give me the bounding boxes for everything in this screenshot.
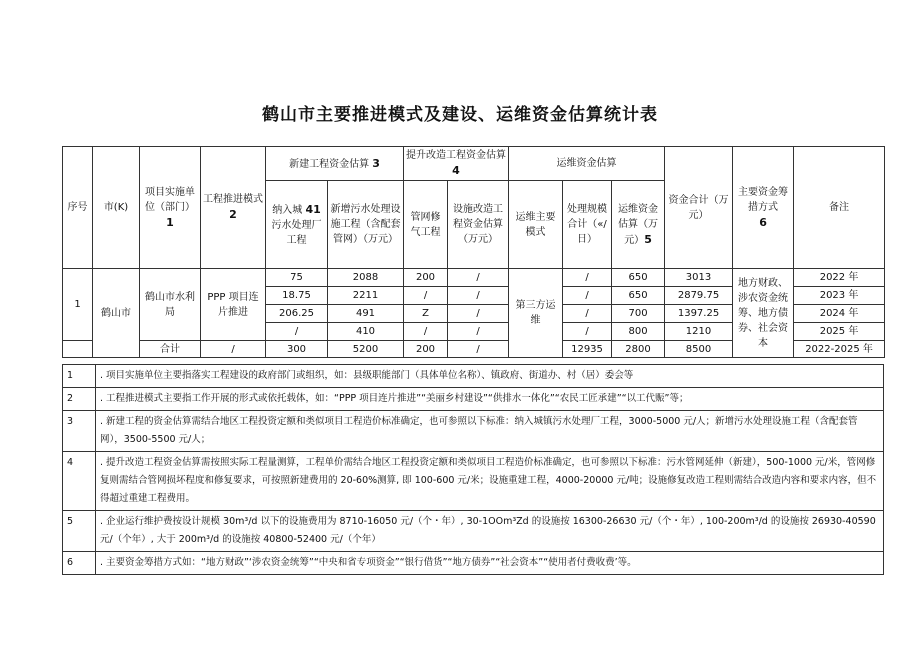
note-num: 5 — [63, 511, 96, 552]
note-row — [63, 552, 884, 575]
cell: 200 — [404, 341, 448, 358]
cell: 800 — [612, 323, 665, 341]
cell: 206.25 — [266, 305, 328, 323]
cell-ops-mode: 第三方运维 — [509, 269, 563, 358]
note-text: . 项目实施单位主要指落实工程建设的政府部门或组织，如：县级职能部门（具体单位名称）、镇政府、街道办、村（居）委会等 — [96, 365, 884, 388]
cell-unit: 鹤山市水利局 — [140, 269, 201, 341]
note-row — [63, 388, 884, 411]
cell-funding: 地方财政、涉农资金统筹、地方债券、社会资本 — [733, 269, 794, 358]
note-num: 2 — [63, 388, 96, 411]
cell: 410 — [328, 323, 404, 341]
note-text: . 新建工程的资金估算需结合地区工程投资定额和类似项目工程造价标准确定，也可参照以下标准：纳入城镇污水处理厂工程，3000-5000 元/人；新增污水处理设施工程（含配套管网），3500-5500 元/人； — [96, 411, 884, 452]
cell: / — [201, 341, 266, 358]
cell: / — [448, 341, 509, 358]
cell: / — [448, 323, 509, 341]
cell: 300 — [266, 341, 328, 358]
cell: 650 — [612, 287, 665, 305]
cell: / — [404, 323, 448, 341]
header-new-group: 新建工程资金估算 3 — [266, 147, 404, 181]
cell-remark: 2022-2025 年 — [794, 341, 885, 358]
header-up-col1: 管网修气工程 — [404, 181, 448, 269]
header-city: 市(K) — [93, 147, 140, 269]
cell: Z — [404, 305, 448, 323]
funding-table — [62, 146, 885, 358]
cell-remark: 2022 年 — [794, 269, 885, 287]
note-text: . 工程推进模式主要指工作开展的形式或依托载体，如：“PPP 项目连片推进”“美丽乡村建设”“供排水一体化”“农民工匠承建”“以工代赈”等； — [96, 388, 884, 411]
header-ops-col2: 处理规模合计（«/日） — [563, 181, 612, 269]
note-text: . 提升改造工程资金估算需按照实际工程量测算，工程单价需结合地区工程投资定额和类似项目工程造价标准确定，也可参照以下标准：污水管网延伸（新建），500-1000 元/米，管网修复则需结合管网损坏程度和修复要求，可按照新建费用的 20-60%测算, 即 100-600 元/米；设施重建工程，4000-20000 元/吨；设施修复改造工程则需结合改造内容和要求内容，但不得超过重建工程费用。 — [96, 452, 884, 511]
header-new-col1: 纳入城 41 污水处理厂工程 — [266, 181, 328, 269]
cell-city: 鹤山市 — [93, 269, 140, 358]
cell-blank — [63, 341, 93, 358]
note-row — [63, 452, 884, 511]
cell: 650 — [612, 269, 665, 287]
table-row — [63, 269, 885, 287]
cell: / — [266, 323, 328, 341]
header-impl-unit: 项目实施单位（部门） 1 — [140, 147, 201, 269]
note-row — [63, 511, 884, 552]
cell: 75 — [266, 269, 328, 287]
cell: 8500 — [665, 341, 733, 358]
header-upgrade-group: 提升改造工程资金估算 4 — [404, 147, 509, 181]
header-funding: 主要资金筹措方式 6 — [733, 147, 794, 269]
cell-remark: 2024 年 — [794, 305, 885, 323]
cell-remark: 2023 年 — [794, 287, 885, 305]
note-num: 4 — [63, 452, 96, 511]
header-ops-col3: 运维资金估算（万元）5 — [612, 181, 665, 269]
cell: 2879.75 — [665, 287, 733, 305]
note-num: 1 — [63, 365, 96, 388]
header-mode: 工程推进模式 2 — [201, 147, 266, 269]
cell: / — [448, 287, 509, 305]
cell: / — [448, 305, 509, 323]
cell-remark: 2025 年 — [794, 323, 885, 341]
cell: 12935 — [563, 341, 612, 358]
cell: 2088 — [328, 269, 404, 287]
note-num: 6 — [63, 552, 96, 575]
cell: 5200 — [328, 341, 404, 358]
cell: / — [563, 305, 612, 323]
cell: 18.75 — [266, 287, 328, 305]
cell-mode: PPP 项目连片推进 — [201, 269, 266, 341]
header-total-funds: 资金合计（万元） — [665, 147, 733, 269]
header-ops-group: 运维资金估算 — [509, 147, 665, 181]
header-ops-col1: 运维主要模式 — [509, 181, 563, 269]
notes-table — [62, 364, 884, 575]
cell: 3013 — [665, 269, 733, 287]
cell: / — [563, 269, 612, 287]
note-text: . 企业运行维护费按设计规模 30m³/d 以下的设施费用为 8710-16050 元/（个・年）, 30-1OOm³Zd 的设施按 16300-26630 元/（个・年）, 100-200m³/d 的设施按 26930-40590 元/（个年）, 大于 200m³/d 的设施按 40800-52400 元/（个年） — [96, 511, 884, 552]
note-num: 3 — [63, 411, 96, 452]
cell: 1397.25 — [665, 305, 733, 323]
total-label: 合计 — [140, 341, 201, 358]
cell: / — [563, 323, 612, 341]
cell: 1210 — [665, 323, 733, 341]
cell: / — [563, 287, 612, 305]
cell: / — [448, 269, 509, 287]
note-text: . 主要资金筹措方式如：“地方财政”‘涉农资金统筹”“中央和省专项资金”“银行借货”“地方债券”“社会资本”“使用者付费收费’等。 — [96, 552, 884, 575]
header-new-col2: 新增污水处理设施工程（含配套管网）（万元） — [328, 181, 404, 269]
cell: 200 — [404, 269, 448, 287]
header-seq: 序号 — [63, 147, 93, 269]
cell: 2800 — [612, 341, 665, 358]
cell: / — [404, 287, 448, 305]
cell: 700 — [612, 305, 665, 323]
header-remarks: 备注 — [794, 147, 885, 269]
cell-seq: 1 — [63, 269, 93, 341]
note-row — [63, 365, 884, 388]
cell: 491 — [328, 305, 404, 323]
note-row — [63, 411, 884, 452]
header-up-col2: 设施改造工程资金估算（万元） — [448, 181, 509, 269]
page-title: 鹤山市主要推进模式及建设、运维资金估算统计表 — [262, 105, 658, 125]
cell: 2211 — [328, 287, 404, 305]
